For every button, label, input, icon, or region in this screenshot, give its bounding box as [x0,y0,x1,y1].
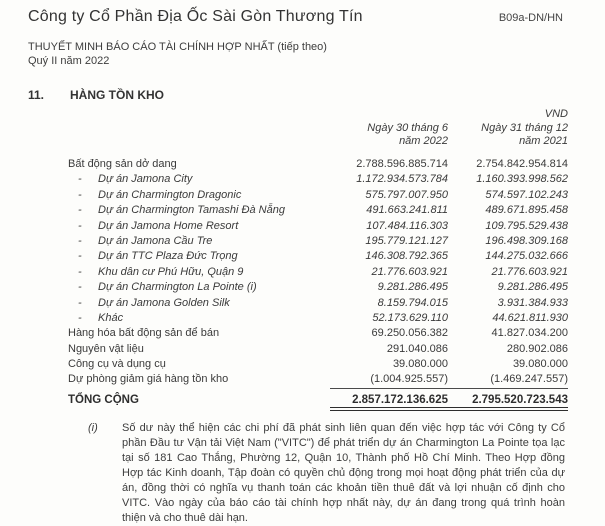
section-heading [28,88,605,102]
row-value-2022: 1.172.934.573.784 [356,173,448,186]
total-value-2021: 2.795.520.723.543 [448,394,568,411]
dash-bullet [78,235,98,247]
report-period: Quý II năm 2022 [28,55,110,67]
dash-bullet [78,266,98,278]
row-label: Khu dân cư Phú Hữu, Quận 9 [98,265,244,278]
row-value-2021: 9.281.286.495 [497,281,568,294]
row-value-2022: 21.776.603.921 [371,265,448,278]
total-label: TỔNG CỘNG [68,393,139,406]
row-label: Công cụ và dụng cụ [68,358,166,371]
row-label: Dự án Jamona City [98,173,193,186]
row-value-2022: 69.250.056.382 [371,327,448,340]
footnote-marker: (i) [88,421,98,434]
row-label: Dự án Jamona Cầu Tre [98,234,213,247]
dash-bullet [78,250,98,262]
row-value-2021: 1.160.393.998.562 [476,173,568,186]
inventory-table [68,122,568,411]
table-row [68,280,568,295]
report-title: THUYẾT MINH BÁO CÁO TÀI CHÍNH HỢP NHẤT (tiếp theo) [28,41,327,53]
row-value-2021: 574.597.102.243 [485,188,568,201]
row-value-2022: 107.484.116.303 [366,219,448,232]
row-value-2021: 280.902.086 [506,342,568,355]
section-number: 11. [28,88,45,102]
dash-bullet [78,204,98,216]
row-value-2021: (1.469.247.557) [448,372,568,388]
column-header-2021-line1: Ngày 31 tháng 12 [481,122,568,134]
row-value-2022: 146.308.792.365 [365,250,448,263]
currency-label: VND [544,108,568,120]
row-value-2022: 9.281.286.495 [377,281,448,294]
row-label: Bất động sản dở dang [68,158,177,170]
row-value-2022: 8.159.794.015 [377,296,448,309]
table-row [68,311,568,326]
row-value-2021: 41.827.034.200 [491,327,568,340]
row-value-2021: 2.754.842.954.814 [476,158,568,170]
row-value-2022: 491.663.241.811 [366,204,448,217]
document-header [0,8,605,26]
total-value-2022: 2.857.172.136.625 [330,394,448,411]
table-row [68,372,568,387]
row-label: Dự phòng giảm giá hàng tồn kho [68,373,229,386]
footnote-text: Số dư này thể hiện các chi phí đã phát sinh liên quan đến việc hợp tác với Công ty Cổ phần Đầu tư Vận tải Việt Nam ("VITC") để phát triển dự án Charmington La Pointe tọa lạc tại số 181 Cao Thắng, Phường 12, Quận 10, Thành phố Hồ Chí Minh. Theo Hợp đồng Hợp tác Kinh doanh, Tập đoàn có quyền chủ động trong mọi hoạt động phát triển của dự án, đồng thời có nghĩa vụ thanh toán các khoản tiền thuê đất và lợi nhuận cố định cho VITC. Vào ngày của báo cáo tài chính hợp nhất này, dự án đang trong quá trình hoàn thiện và cho thuê dài hạn. [122,421,565,524]
row-value-2022: 52.173.629.110 [372,311,448,324]
row-label: Hàng hóa bất động sản để bán [68,327,220,340]
table-row [68,342,568,357]
table-row [68,265,568,280]
column-header-2022 [330,122,448,148]
footnote [88,421,565,526]
column-header-2022-line1: Ngày 30 tháng 6 [367,122,448,134]
table-row [68,357,568,372]
row-label: Dự án TTC Plaza Đức Trọng [98,250,238,263]
row-label: Khác [98,311,124,324]
table-total-row [68,394,568,411]
row-label: Dự án Jamona Home Resort [98,219,239,232]
table-row [68,326,568,341]
row-label: Dự án Charmington La Pointe (i) [98,281,257,294]
row-value-2022: 39.080.000 [392,358,448,371]
row-value-2022: 195.779.121.127 [365,234,448,247]
dash-bullet [78,312,98,324]
row-value-2021: 489.671.895.458 [485,204,568,217]
dash-bullet [78,281,98,293]
table-row [68,157,568,172]
column-header-2021 [448,122,568,148]
form-code: B09a-DN/HN [498,12,563,24]
table-row [68,203,568,218]
company-name: Công ty Cổ Phần Địa Ốc Sài Gòn Thương Tín [28,8,363,25]
row-value-2021: 144.275.032.666 [485,250,568,263]
row-value-2021: 44.621.811.930 [492,311,568,324]
dash-bullet [78,220,98,232]
row-value-2022: (1.004.925.557) [330,372,448,388]
table-row [68,296,568,311]
row-value-2021: 196.498.309.168 [485,234,568,247]
dash-bullet [78,297,98,309]
table-column-headers [68,122,568,148]
row-label: Dự án Jamona Golden Silk [98,296,230,309]
table-row [68,219,568,234]
row-value-2022: 2.788.596.885.714 [356,158,448,170]
row-label: Nguyên vật liệu [68,342,144,355]
row-value-2021: 3.931.384.933 [497,296,568,309]
dash-bullet [78,173,98,185]
table-row [68,172,568,187]
table-body [68,157,568,388]
row-value-2021: 39.080.000 [512,358,568,371]
column-header-2022-line2: năm 2022 [399,135,448,147]
row-label: Dự án Charmington Dragonic [98,188,242,201]
table-row [68,188,568,203]
column-header-2021-line2: năm 2021 [519,135,568,147]
section-title: HÀNG TỒN KHO [70,88,164,102]
row-label: Dự án Charmington Tamashi Đà Nẵng [98,204,285,217]
row-value-2021: 21.776.603.921 [491,265,568,278]
table-row [68,249,568,264]
table-row [68,234,568,249]
row-value-2021: 109.795.529.438 [485,219,568,232]
row-value-2022: 291.040.086 [386,342,448,355]
row-value-2022: 575.797.007.950 [365,188,448,201]
dash-bullet [78,189,98,201]
